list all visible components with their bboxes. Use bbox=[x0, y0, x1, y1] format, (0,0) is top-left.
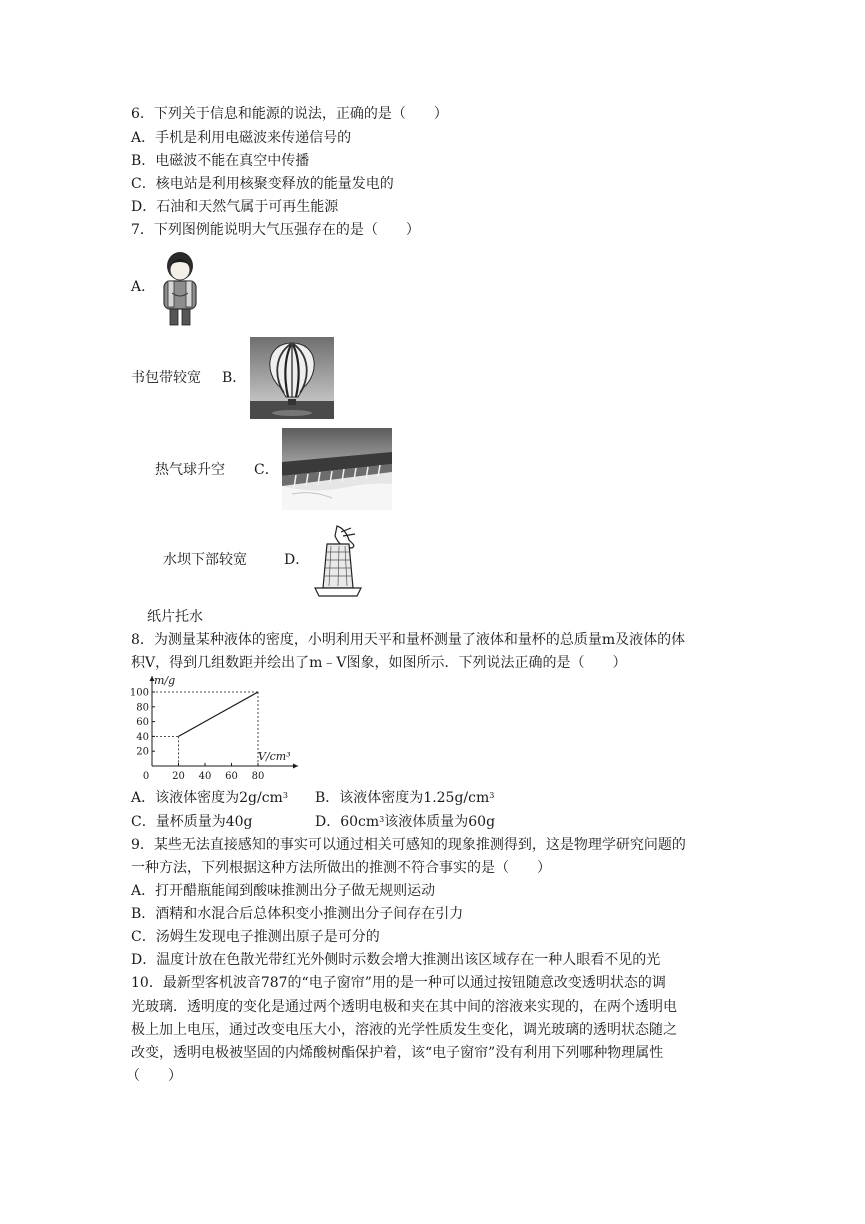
x-tick-label: 80 bbox=[251, 771, 265, 782]
q8-option-d bbox=[315, 812, 495, 832]
q7-option-a-caption: 书包带较宽 bbox=[131, 370, 201, 386]
q8-option-a-sup: 3 bbox=[282, 791, 288, 800]
q7-option-d-letter: D． bbox=[284, 552, 310, 568]
x-tick-label: 0 bbox=[142, 771, 150, 782]
chart-series bbox=[179, 692, 259, 736]
q9-stem-line-1: 9．某些无法直接感知的事实可以通过相关可感知的现象推测得到，这是物理学研究问题的 bbox=[131, 837, 686, 853]
q7-option-d-caption: 纸片托水 bbox=[147, 609, 203, 625]
q8-option-a-text: A．该液体密度为2g/cm bbox=[131, 790, 283, 806]
q8-stem-line-1: 8．为测量某种液体的密度，小明利用天平和量杯测量了液体和量杯的总质量m及液体的体 bbox=[131, 632, 686, 648]
q6-option-b: B．电磁波不能在真空中传播 bbox=[131, 153, 310, 169]
x-axis-arrow bbox=[293, 764, 298, 769]
q9-option-d: D．温度计放在色散光带红光外侧时示数会增大推测出该区域存在一种人眼看不见的光 bbox=[131, 952, 661, 968]
q7-option-b-letter: B． bbox=[222, 370, 247, 386]
q6-stem: 6．下列关于信息和能源的说法，正确的是（ ） bbox=[131, 106, 448, 122]
m-v-chart bbox=[129, 674, 302, 786]
q8-option-b-text: B．该液体密度为1.25g/cm bbox=[315, 790, 490, 806]
x-tick-label: 40 bbox=[198, 771, 212, 782]
schoolbag-strap-image bbox=[158, 249, 202, 327]
y-tick-label: 80 bbox=[136, 702, 149, 714]
q10-line-2: 光玻璃．透明度的变化是通过两个透明电极和夹在其中间的溶液来实现的，在两个透明电 bbox=[131, 999, 677, 1015]
chart-x-axis-label: V/cm³ bbox=[258, 750, 291, 763]
q8-option-a bbox=[131, 788, 288, 808]
hot-air-balloon-image bbox=[250, 337, 334, 419]
q10-line-1: 10．最新型客机波音787的“电子窗帘”用的是一种可以通过按钮随意改变透明状态的调 bbox=[131, 975, 666, 991]
q7-option-c-caption: 水坝下部较宽 bbox=[163, 552, 247, 568]
chart-y-axis-label: m/g bbox=[154, 674, 176, 687]
y-tick-label: 20 bbox=[136, 746, 149, 758]
q10-line-5: （ ） bbox=[126, 1068, 182, 1084]
q9-option-c: C．汤姆生发现电子推测出原子是可分的 bbox=[131, 929, 380, 945]
paper-holds-water-image bbox=[313, 524, 363, 598]
q9-option-a: A．打开醋瓶能闻到酸味推测出分子做无规则运动 bbox=[131, 883, 436, 899]
q10-line-3: 极上加上电压，通过改变电压大小，溶液的光学性质发生变化，调光玻璃的透明状态随之 bbox=[131, 1022, 677, 1038]
dam-image bbox=[282, 428, 392, 510]
q7-stem: 7．下列图例能说明大气压强存在的是（ ） bbox=[131, 222, 420, 238]
q8-option-b bbox=[315, 788, 494, 808]
data-line bbox=[179, 692, 259, 736]
q9-stem-line-2: 一种方法，下列根据这种方法所做出的推测不符合事实的是（ ） bbox=[131, 860, 551, 876]
q7-option-c-letter: C． bbox=[254, 462, 279, 478]
q8-option-d-sup: 3 bbox=[379, 815, 385, 824]
chart-ticks bbox=[130, 688, 264, 783]
q6-option-d: D．石油和天然气属于可再生能源 bbox=[131, 199, 339, 215]
y-tick-label: 60 bbox=[136, 717, 149, 729]
x-tick-label: 20 bbox=[172, 771, 185, 782]
chart-guides bbox=[152, 692, 258, 766]
q7-option-b-caption: 热气球升空 bbox=[155, 462, 225, 478]
q7-option-a-letter: A． bbox=[131, 279, 156, 295]
q8-option-d-pre: D．60cm bbox=[315, 814, 380, 830]
x-tick-label: 60 bbox=[225, 771, 238, 782]
y-tick-label: 100 bbox=[129, 687, 149, 699]
q8-stem-line-2: 积V，得到几组数距并绘出了m﹣V图象，如图所示．下列说法正确的是（ ） bbox=[131, 655, 627, 671]
y-tick-label: 40 bbox=[136, 731, 149, 743]
q10-line-4: 改变，透明电极被坚固的内烯酸树酯保护着，该“电子窗帘”没有利用下列哪种物理属性 bbox=[131, 1045, 664, 1061]
q6-option-a: A．手机是利用电磁波来传递信号的 bbox=[131, 130, 352, 146]
q8-option-d-post: 该液体质量为60g bbox=[384, 814, 496, 830]
q8-option-c: C．量杯质量为40g bbox=[131, 814, 253, 830]
q6-option-c: C．核电站是利用核聚变释放的能量发电的 bbox=[131, 176, 394, 192]
q8-option-b-sup: 3 bbox=[489, 791, 495, 800]
q9-option-b: B．酒精和水混合后总体积变小推测出分子间存在引力 bbox=[131, 906, 464, 922]
